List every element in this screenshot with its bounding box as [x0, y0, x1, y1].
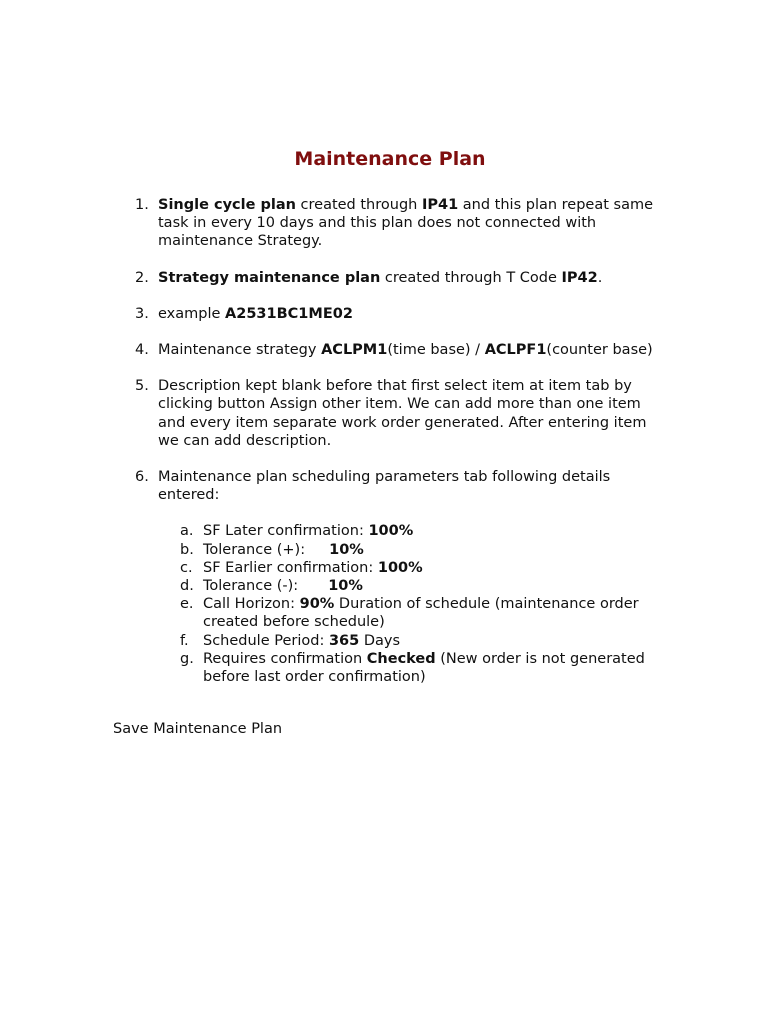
list-item-2 — [0, 269, 768, 287]
text: Days — [359, 632, 401, 649]
bold-text: IP42 — [561, 269, 598, 286]
text: Schedule Period: — [203, 632, 329, 649]
text: (counter base) — [546, 342, 653, 359]
list-number: 1. — [135, 197, 149, 213]
bold-text: 100% — [377, 559, 423, 576]
list-item-1 — [0, 196, 768, 251]
bold-text: 10% — [328, 578, 363, 595]
list-number: 5. — [135, 378, 149, 395]
sub-item-e — [158, 595, 668, 631]
text: Tolerance (+): — [203, 541, 306, 558]
text: created through — [295, 197, 422, 213]
list-letter: e. — [180, 596, 194, 613]
text: Duration of schedule (maintenance order created before schedule) — [203, 596, 639, 631]
list-letter: f. — [180, 632, 189, 649]
text: Requires confirmation — [203, 650, 367, 667]
bold-text: 365 — [328, 632, 360, 649]
bold-text: 10% — [329, 541, 364, 558]
lettered-list — [158, 522, 668, 686]
text: . — [597, 269, 603, 286]
list-letter: g. — [180, 650, 194, 667]
text: (New order is not generated before last order confirmation) — [203, 650, 645, 686]
list-number: 6. — [135, 469, 149, 486]
text: created through T Code — [380, 269, 562, 286]
sub-item-a — [158, 522, 668, 540]
list-letter: a. — [180, 523, 194, 540]
text: Maintenance plan scheduling parameters tab following details entered: — [158, 469, 611, 504]
list-item-6 — [0, 468, 768, 686]
sub-item-c — [158, 559, 668, 577]
list-item-5 — [0, 377, 768, 450]
list-letter: b. — [180, 541, 194, 558]
bold-text: ACLPF1 — [484, 342, 547, 359]
text: Call Horizon: — [203, 596, 300, 613]
text: Description kept blank before that first select item at item tab by clicking button Assign other item. We can add more than one item and every item separate work order generated. After entering item we can add description. — [158, 378, 647, 449]
text: SF Earlier confirmation: — [203, 559, 378, 576]
bold-text: Strategy maintenance plan — [158, 269, 381, 286]
list-item-4 — [0, 341, 768, 359]
bold-text: Single cycle plan — [158, 197, 296, 213]
sub-item-d — [158, 577, 668, 595]
page-title: Maintenance Plan — [294, 148, 486, 170]
text: SF Later confirmation: — [203, 523, 369, 540]
text: (time base) / — [387, 342, 485, 359]
list-letter: d. — [180, 578, 194, 595]
footer-text: Save Maintenance Plan — [113, 721, 283, 737]
list-number: 2. — [135, 269, 149, 286]
sub-item-b — [158, 541, 668, 559]
bold-text: Checked — [366, 650, 436, 667]
bold-text: ACLPM1 — [321, 342, 388, 359]
bold-text: A2531BC1ME02 — [225, 305, 353, 322]
list-number: 4. — [135, 342, 149, 359]
text: example — [158, 305, 226, 322]
numbered-list — [0, 196, 768, 704]
bold-text: 90% — [299, 596, 335, 613]
bold-text: IP41 — [421, 197, 459, 213]
list-number: 3. — [135, 305, 149, 322]
sub-item-g — [158, 650, 668, 686]
text: Tolerance (-): — [203, 578, 299, 595]
text: and this plan repeat same task in every 10 days and this plan does not connected with maintenance Strategy. — [158, 197, 654, 250]
text: Maintenance strategy — [158, 342, 322, 359]
sub-item-f — [158, 632, 668, 650]
list-letter: c. — [180, 559, 193, 576]
bold-text: 100% — [368, 523, 414, 540]
list-item-3 — [0, 305, 768, 323]
